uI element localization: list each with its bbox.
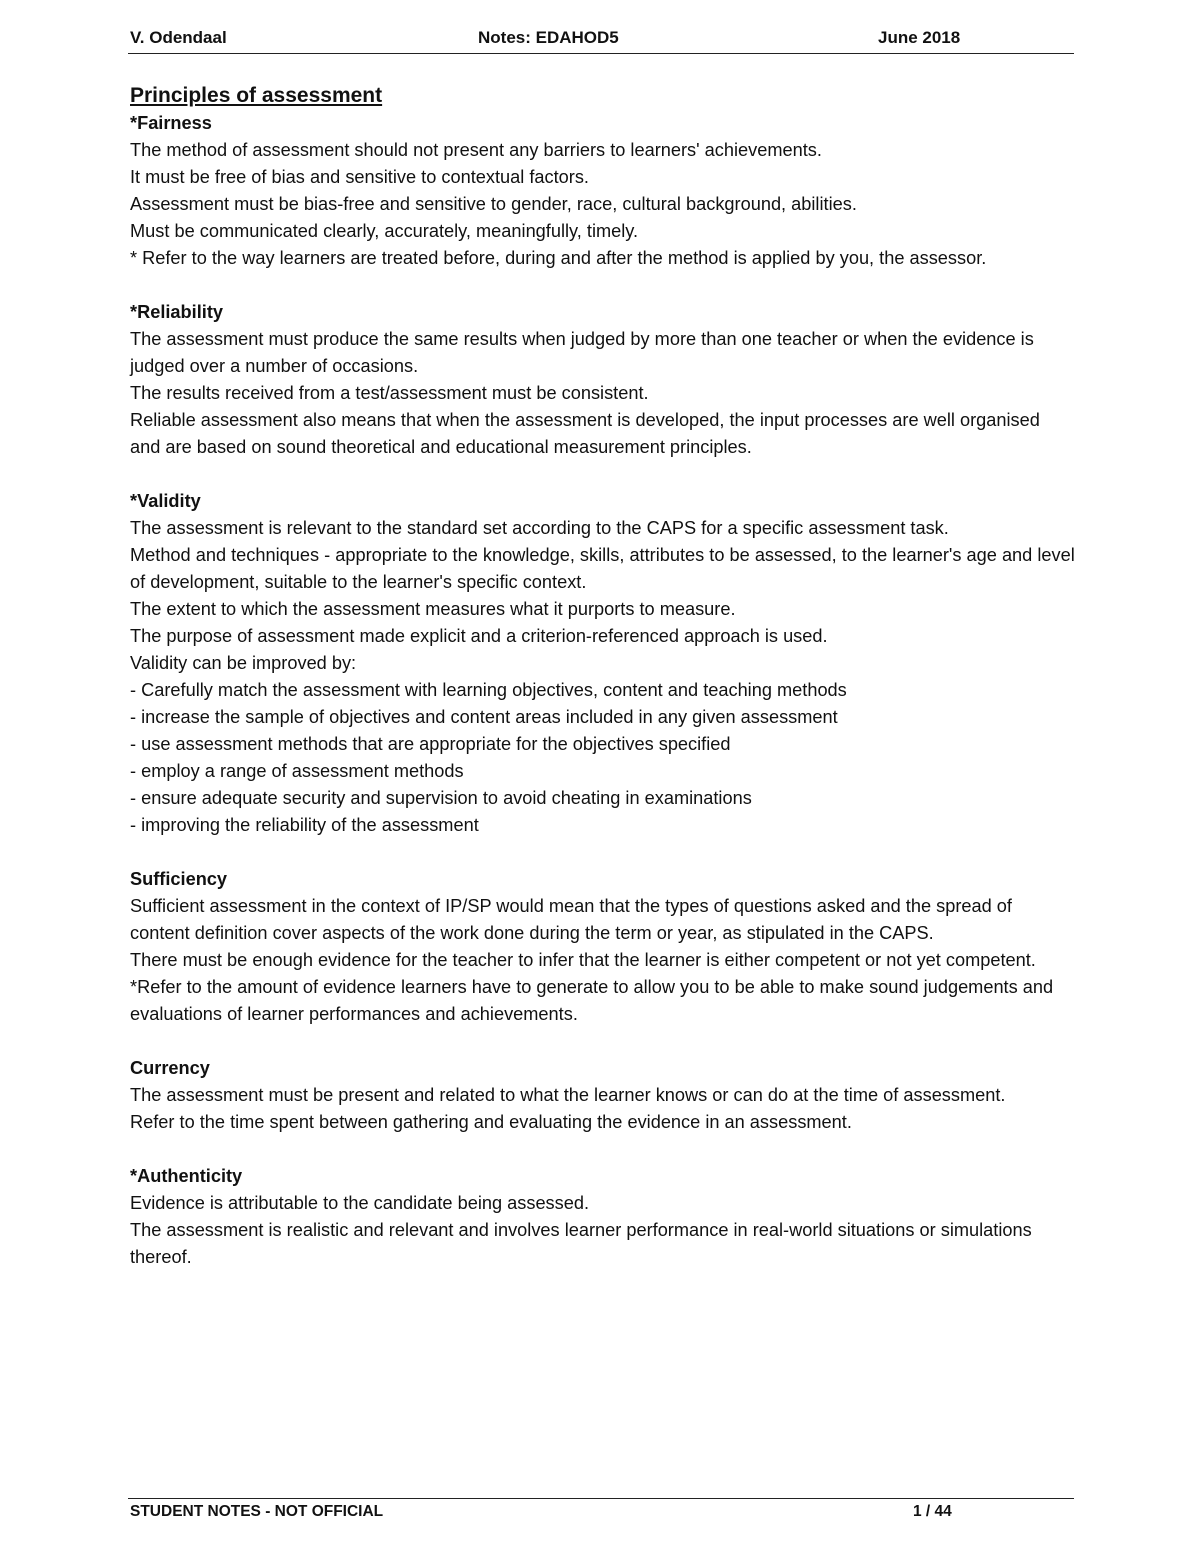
section-heading: *Fairness (130, 113, 212, 133)
page-number: 1 / 44 (913, 1503, 952, 1520)
paragraph-line: Sufficient assessment in the context of IP/SP would mean that the types of questions asked and the spread of content definition cover aspects of the work done during the term or year, as stipulated in the CAPS. (130, 896, 1012, 943)
list-item: - use assessment methods that are appropriate for the objectives specified (130, 734, 731, 754)
section-sufficiency (130, 866, 1075, 1028)
section-fairness (130, 110, 1075, 272)
section-authenticity (130, 1163, 1075, 1271)
section-heading: Sufficiency (130, 869, 228, 889)
header-divider (128, 53, 1074, 54)
section-heading: *Reliability (130, 302, 223, 322)
paragraph-line: Reliable assessment also means that when the assessment is developed, the input processes are well organised and are based on sound theoretical and educational measurement principles. (130, 410, 1040, 457)
paragraph-line: The extent to which the assessment measures what it purports to measure. (130, 599, 736, 619)
list-item: - employ a range of assessment methods (130, 761, 464, 781)
section-heading: *Validity (130, 491, 201, 511)
header-author: V. Odendaal (130, 28, 227, 47)
paragraph-line: The purpose of assessment made explicit and a criterion-referenced approach is used. (130, 626, 828, 646)
paragraph-line: The assessment is realistic and relevant and involves learner performance in real-world situations or simulations thereof. (130, 1220, 1032, 1267)
paragraph-line: Evidence is attributable to the candidate being assessed. (130, 1193, 590, 1213)
paragraph-line: *Refer to the amount of evidence learners have to generate to allow you to be able to make sound judgements and evaluations of learner performances and achievements. (130, 977, 1054, 1024)
list-item: - increase the sample of objectives and content areas included in any given assessment (130, 707, 838, 727)
document-body (130, 82, 1075, 1298)
header-course: Notes: EDAHOD5 (478, 28, 619, 47)
paragraph-line: There must be enough evidence for the teacher to infer that the learner is either competent or not yet competent. (130, 950, 1036, 970)
section-reliability (130, 299, 1075, 461)
section-heading: *Authenticity (130, 1166, 243, 1186)
paragraph-line: Validity can be improved by: (130, 653, 357, 673)
paragraph-line: Method and techniques - appropriate to the knowledge, skills, attributes to be assessed, to the learner's age and level of development, suitable to the learner's specific context. (130, 545, 1075, 592)
paragraph-line: Must be communicated clearly, accurately, meaningfully, timely. (130, 221, 639, 241)
paragraph-line: Assessment must be bias-free and sensitive to gender, race, cultural background, abilities. (130, 194, 857, 214)
paragraph-line: * Refer to the way learners are treated before, during and after the method is applied by you, the assessor. (130, 248, 987, 268)
list-item: - improving the reliability of the assessment (130, 815, 479, 835)
section-currency (130, 1055, 1075, 1136)
document-title: Principles of assessment (130, 84, 383, 107)
list-item: - Carefully match the assessment with learning objectives, content and teaching methods (130, 680, 847, 700)
footer-notice: STUDENT NOTES - NOT OFFICIAL (130, 1503, 384, 1520)
list-item: - ensure adequate security and supervision to avoid cheating in examinations (130, 788, 752, 808)
paragraph-line: The results received from a test/assessment must be consistent. (130, 383, 649, 403)
footer-divider (128, 1498, 1074, 1499)
paragraph-line: The assessment must produce the same results when judged by more than one teacher or when the evidence is judged over a number of occasions. (130, 329, 1034, 376)
section-validity (130, 488, 1075, 839)
paragraph-line: The assessment is relevant to the standard set according to the CAPS for a specific assessment task. (130, 518, 949, 538)
paragraph-line: It must be free of bias and sensitive to contextual factors. (130, 167, 589, 187)
page-header (130, 28, 1073, 52)
section-heading: Currency (130, 1058, 210, 1078)
paragraph-line: The assessment must be present and related to what the learner knows or can do at the time of assessment. (130, 1085, 1006, 1105)
paragraph-line: The method of assessment should not present any barriers to learners' achievements. (130, 140, 822, 160)
page-footer (130, 1503, 1073, 1527)
paragraph-line: Refer to the time spent between gathering and evaluating the evidence in an assessment. (130, 1112, 852, 1132)
header-date: June 2018 (878, 28, 961, 47)
